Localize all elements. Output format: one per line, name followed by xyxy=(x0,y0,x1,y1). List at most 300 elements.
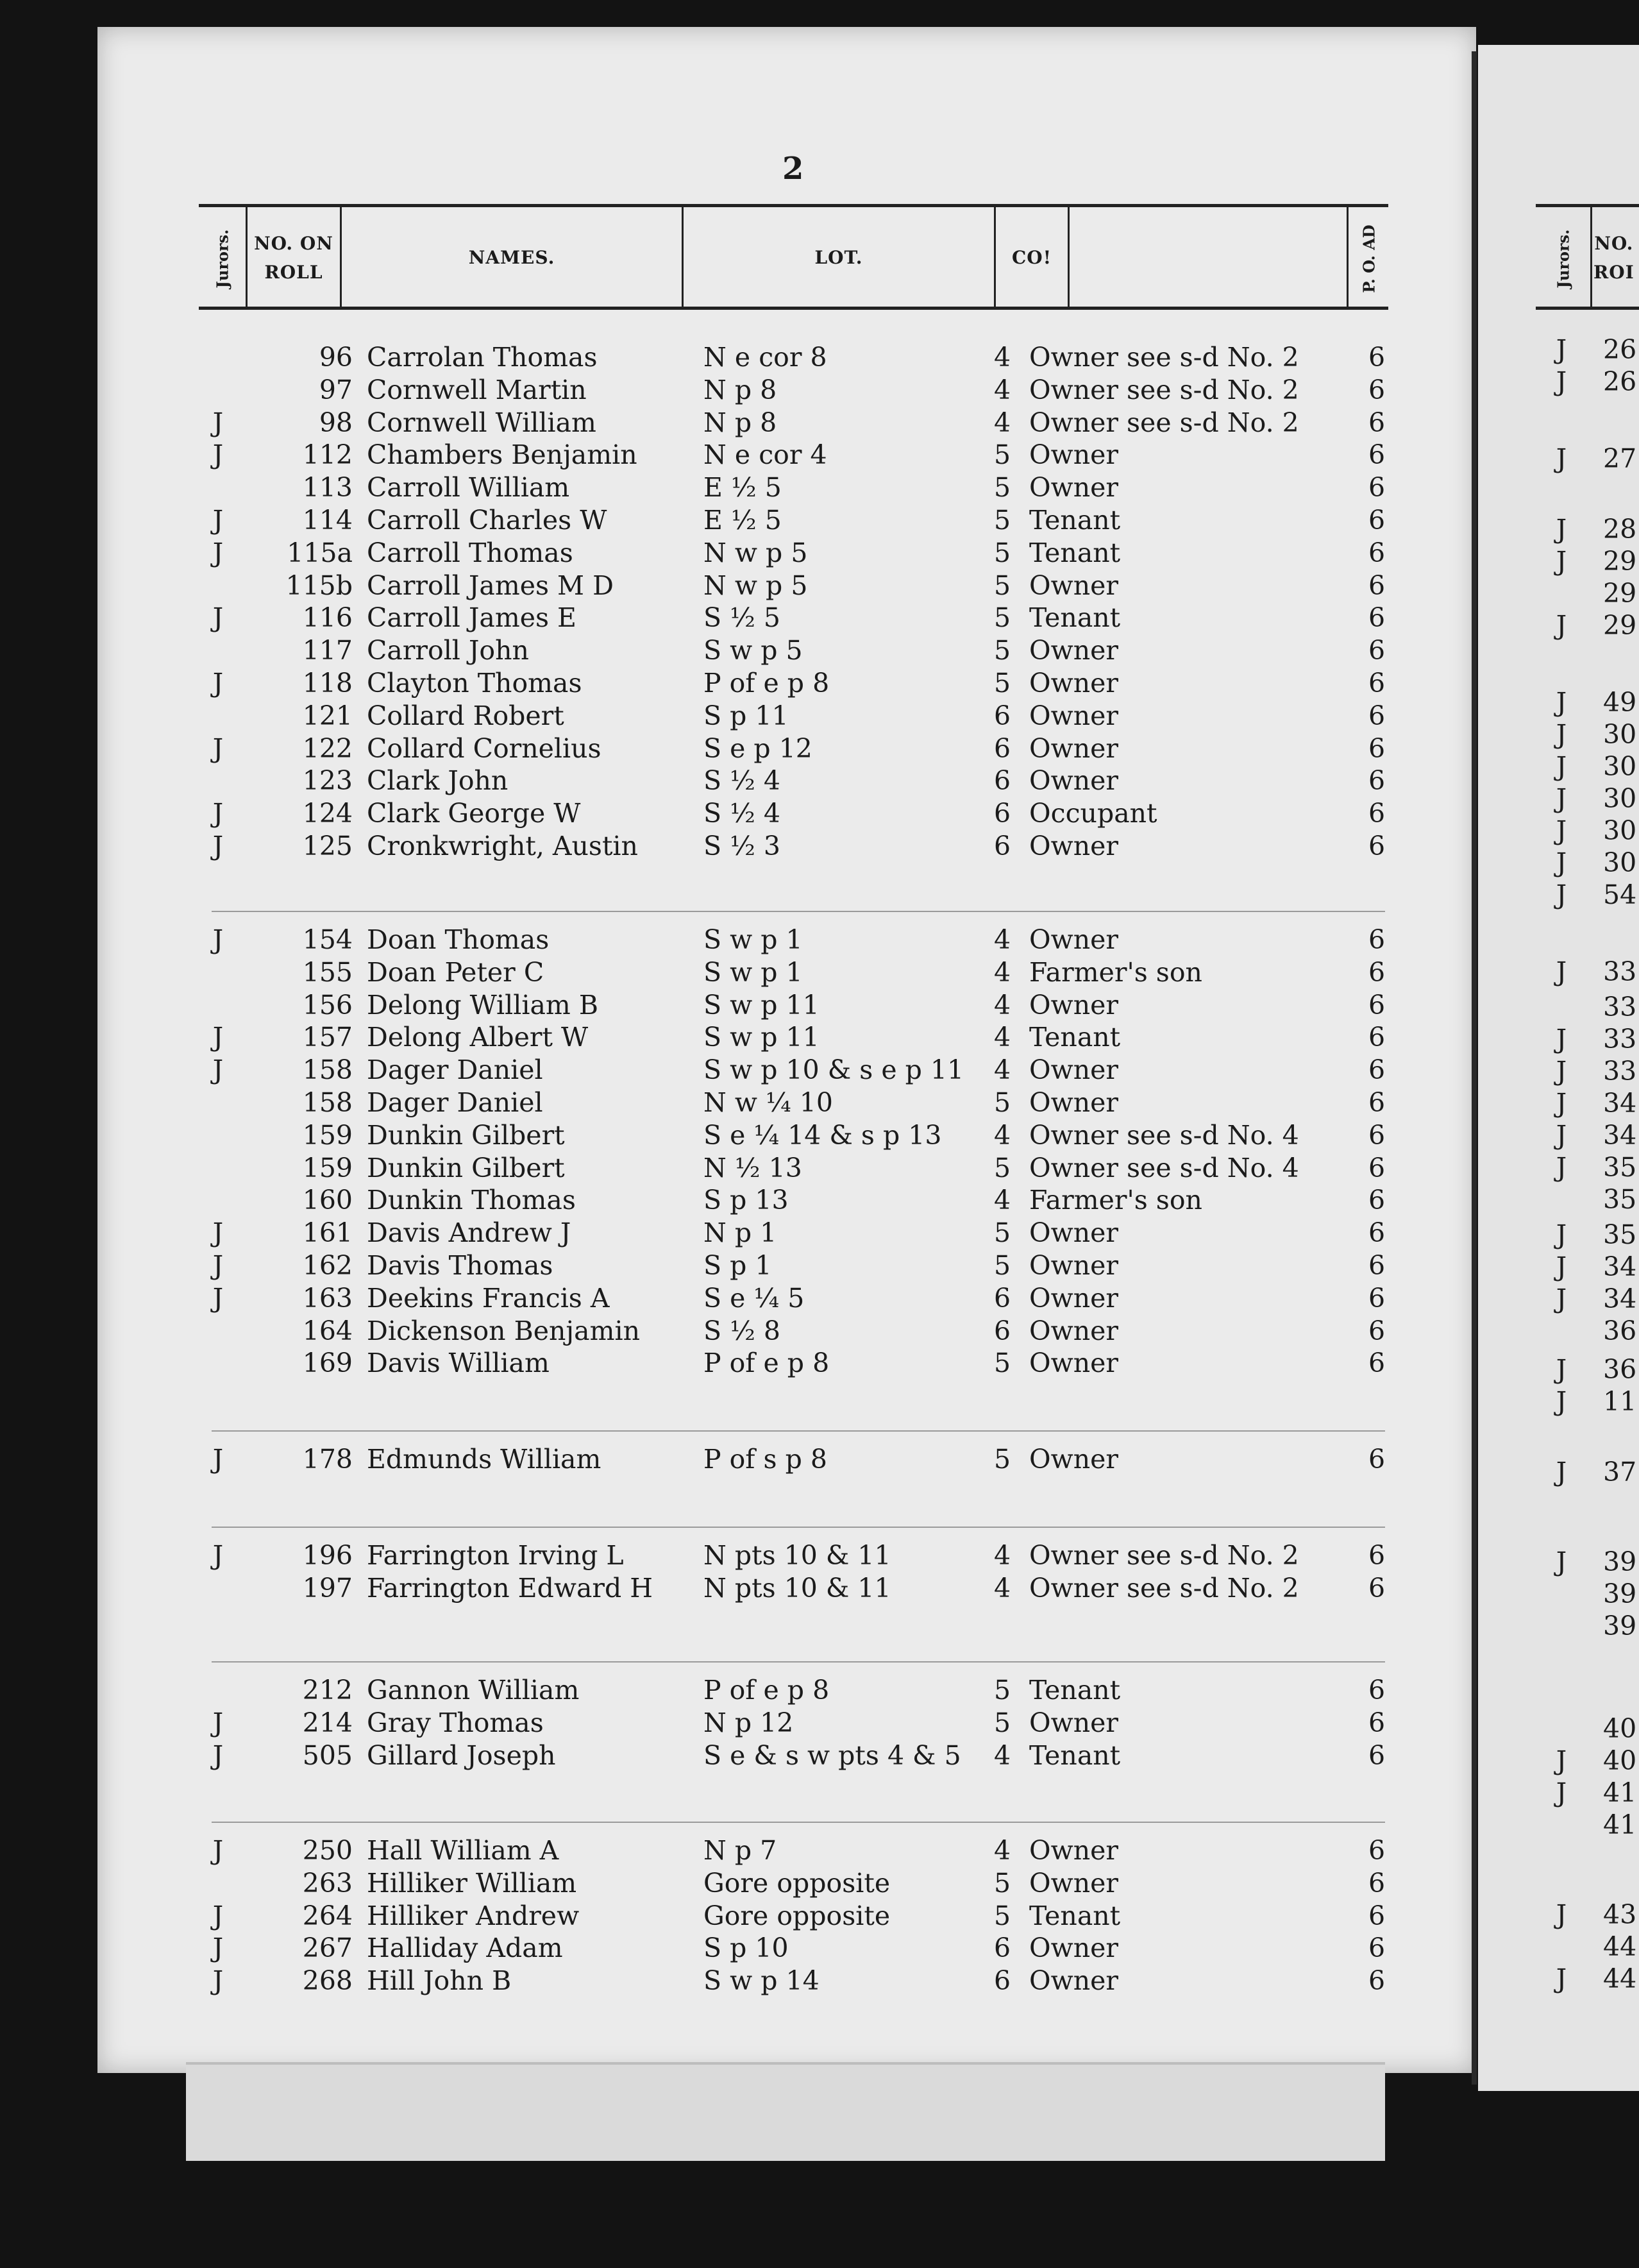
po-address: 6 xyxy=(1368,1572,1386,1604)
description: Owner xyxy=(1029,1444,1118,1475)
name: Clayton Thomas xyxy=(367,668,582,698)
roll-number: 116 xyxy=(302,602,353,634)
name: Cornwell Martin xyxy=(367,374,587,405)
po-address: 6 xyxy=(1368,1867,1386,1899)
roll-number: 113 xyxy=(302,472,353,504)
roll-number: 124 xyxy=(302,798,353,829)
juror-mark: J xyxy=(1556,1219,1567,1250)
roll-number: 33 xyxy=(1603,1024,1637,1054)
juror-mark: J xyxy=(212,1933,224,1964)
lot: P of s p 8 xyxy=(703,1444,827,1475)
description: Tenant xyxy=(1029,1022,1121,1053)
juror-mark: J xyxy=(1556,514,1567,545)
roll-number: 41 xyxy=(1603,1809,1637,1840)
roll-number: 26 xyxy=(1603,366,1637,397)
name: Davis Thomas xyxy=(367,1250,553,1281)
juror-mark: J xyxy=(212,668,224,698)
roll-number: 34 xyxy=(1603,1120,1637,1151)
roll-number: 154 xyxy=(302,924,353,955)
roll-number: 27 xyxy=(1603,443,1637,474)
juror-mark: J xyxy=(1556,334,1567,365)
section-divider xyxy=(212,1822,1385,1823)
roll-number: 43 xyxy=(1603,1899,1637,1930)
lot: E ½ 5 xyxy=(703,472,782,504)
juror-mark: J xyxy=(1556,1056,1567,1087)
po-address: 6 xyxy=(1368,602,1386,634)
roll-number: 115a xyxy=(287,537,353,568)
juror-mark: J xyxy=(212,407,224,438)
header-divider xyxy=(682,207,684,307)
roll-number: 35 xyxy=(1603,1184,1637,1215)
description: Owner xyxy=(1029,1867,1118,1899)
lot: N p 1 xyxy=(703,1217,777,1249)
po-address: 6 xyxy=(1368,1739,1386,1771)
roll-number: 34 xyxy=(1603,1088,1637,1119)
po-address: 6 xyxy=(1368,1250,1386,1281)
description: Owner xyxy=(1029,1933,1118,1964)
juror-mark: J xyxy=(212,732,224,764)
lot: S w p 10 & s e p 11 xyxy=(703,1054,964,1086)
concession: 6 xyxy=(993,1315,1011,1346)
lot: S w p 5 xyxy=(703,635,803,666)
concession: 5 xyxy=(993,570,1011,601)
po-address: 6 xyxy=(1368,668,1386,698)
juror-mark: J xyxy=(212,798,224,829)
name: Collard Robert xyxy=(367,700,564,731)
po-address: 6 xyxy=(1368,1933,1386,1964)
juror-mark: J xyxy=(1556,815,1567,846)
roll-number: 157 xyxy=(302,1022,353,1053)
name: Dunkin Thomas xyxy=(367,1185,576,1216)
juror-mark: J xyxy=(212,439,224,471)
concession: 5 xyxy=(993,1217,1011,1249)
po-address: 6 xyxy=(1368,505,1386,536)
name: Gillard Joseph xyxy=(367,1739,556,1771)
juror-mark: J xyxy=(1556,546,1567,577)
header-rule-top xyxy=(199,204,1388,207)
po-address: 6 xyxy=(1368,1282,1386,1314)
juror-mark: J xyxy=(1556,1120,1567,1151)
juror-mark: J xyxy=(212,1444,224,1475)
po-address: 6 xyxy=(1368,700,1386,731)
name: Cronkwright, Austin xyxy=(367,831,638,861)
description: Owner xyxy=(1029,765,1118,797)
juror-mark: J xyxy=(212,924,224,955)
page-bottom-edge xyxy=(186,2062,1385,2161)
description: Tenant xyxy=(1029,537,1121,568)
roll-number: 155 xyxy=(302,956,353,988)
lot: S w p 11 xyxy=(703,989,820,1020)
roll-number: 121 xyxy=(302,700,353,731)
concession: 4 xyxy=(993,342,1011,373)
roll-number: 163 xyxy=(302,1282,353,1314)
juror-mark: J xyxy=(212,1250,224,1281)
description: Owner xyxy=(1029,1054,1118,1086)
lot: N ½ 13 xyxy=(703,1152,802,1183)
juror-mark: J xyxy=(212,1965,224,1997)
section-divider xyxy=(212,911,1385,912)
po-address: 6 xyxy=(1368,1217,1386,1249)
lot: S w p 1 xyxy=(703,924,803,955)
section-divider xyxy=(212,1661,1385,1663)
lot: N pts 10 & 11 xyxy=(703,1572,891,1604)
page-number: 2 xyxy=(782,151,804,187)
roll-number: 268 xyxy=(302,1965,353,1997)
name: Dickenson Benjamin xyxy=(367,1315,640,1346)
roll-number: 97 xyxy=(319,374,353,405)
name: Hilliker Andrew xyxy=(367,1900,580,1931)
lot: N p 7 xyxy=(703,1835,777,1866)
juror-mark: J xyxy=(1556,443,1567,474)
roll-number: 98 xyxy=(319,407,353,438)
header-po-address: P. O. AD xyxy=(1359,224,1379,293)
po-address: 6 xyxy=(1368,1348,1386,1379)
roll-number: 29 xyxy=(1603,610,1637,641)
description: Owner xyxy=(1029,1282,1118,1314)
name: Carroll James E xyxy=(367,602,576,634)
juror-mark: J xyxy=(1556,1963,1567,1994)
name: Farrington Irving L xyxy=(367,1540,624,1571)
lot: P of e p 8 xyxy=(703,668,830,698)
name: Gannon William xyxy=(367,1675,580,1705)
name: Carroll William xyxy=(367,472,570,504)
lot: E ½ 5 xyxy=(703,505,782,536)
roll-number: 34 xyxy=(1603,1251,1637,1282)
description: Owner xyxy=(1029,1217,1118,1249)
concession: 5 xyxy=(993,505,1011,536)
description: Owner xyxy=(1029,570,1118,601)
concession: 4 xyxy=(993,1054,1011,1086)
concession: 5 xyxy=(993,635,1011,666)
po-address: 6 xyxy=(1368,1707,1386,1738)
header-rule-bottom xyxy=(199,307,1388,310)
name: Delong William B xyxy=(367,989,598,1020)
roll-number: 164 xyxy=(302,1315,353,1346)
description: Owner xyxy=(1029,700,1118,731)
roll-number: 96 xyxy=(319,342,353,373)
right-header-rule-bottom xyxy=(1536,307,1639,310)
juror-mark: J xyxy=(1556,1386,1567,1417)
lot: N p 12 xyxy=(703,1707,794,1738)
po-address: 6 xyxy=(1368,1900,1386,1931)
lot: S p 11 xyxy=(703,700,789,731)
concession: 4 xyxy=(993,1835,1011,1866)
juror-mark: J xyxy=(212,1707,224,1738)
description: Owner xyxy=(1029,1087,1118,1118)
description: Owner xyxy=(1029,668,1118,698)
roll-number: 37 xyxy=(1603,1457,1637,1487)
po-address: 6 xyxy=(1368,1315,1386,1346)
roll-number: 30 xyxy=(1603,719,1637,750)
roll-number: 178 xyxy=(302,1444,353,1475)
juror-mark: J xyxy=(1556,783,1567,814)
right-header-roll: NO. ROI xyxy=(1593,232,1635,283)
concession: 5 xyxy=(993,1900,1011,1931)
juror-mark: J xyxy=(1556,1088,1567,1119)
lot: S p 1 xyxy=(703,1250,772,1281)
roll-number: 29 xyxy=(1603,546,1637,577)
po-address: 6 xyxy=(1368,374,1386,405)
description: Owner see s-d No. 2 xyxy=(1029,374,1299,405)
roll-number: 117 xyxy=(302,635,353,666)
roll-number: 36 xyxy=(1603,1354,1637,1385)
juror-mark: J xyxy=(212,831,224,861)
concession: 4 xyxy=(993,1572,1011,1604)
roll-number: 41 xyxy=(1603,1777,1637,1808)
juror-mark: J xyxy=(212,1835,224,1866)
concession: 6 xyxy=(993,765,1011,797)
roll-number: 39 xyxy=(1603,1546,1637,1577)
lot: N w ¼ 10 xyxy=(703,1087,833,1118)
name: Hilliker William xyxy=(367,1867,577,1899)
po-address: 6 xyxy=(1368,1675,1386,1705)
concession: 4 xyxy=(993,989,1011,1020)
lot: S w p 1 xyxy=(703,956,803,988)
roll-number: 158 xyxy=(302,1054,353,1086)
concession: 5 xyxy=(993,1867,1011,1899)
juror-mark: J xyxy=(1556,1457,1567,1487)
name: Doan Thomas xyxy=(367,924,550,955)
description: Owner xyxy=(1029,439,1118,471)
po-address: 6 xyxy=(1368,1965,1386,1997)
concession: 4 xyxy=(993,956,1011,988)
concession: 5 xyxy=(993,668,1011,698)
roll-number: 11 xyxy=(1603,1386,1637,1417)
name: Carroll Charles W xyxy=(367,505,607,536)
concession: 5 xyxy=(993,472,1011,504)
concession: 6 xyxy=(993,831,1011,861)
roll-number: 162 xyxy=(302,1250,353,1281)
roll-number: 40 xyxy=(1603,1745,1637,1776)
lot: S e ¼ 14 & s p 13 xyxy=(703,1119,942,1151)
header-roll: NO. ON ROLL xyxy=(254,232,333,283)
roll-number: 161 xyxy=(302,1217,353,1249)
name: Carrolan Thomas xyxy=(367,342,598,373)
name: Dager Daniel xyxy=(367,1054,543,1086)
roll-number: 30 xyxy=(1603,815,1637,846)
description: Owner see s-d No. 2 xyxy=(1029,342,1299,373)
juror-mark: J xyxy=(1556,956,1567,987)
concession: 4 xyxy=(993,1119,1011,1151)
juror-mark: J xyxy=(1556,847,1567,878)
juror-mark: J xyxy=(212,505,224,536)
lot: N p 8 xyxy=(703,407,777,438)
name: Davis William xyxy=(367,1348,550,1379)
lot: S e & s w pts 4 & 5 xyxy=(703,1739,961,1771)
lot: S p 10 xyxy=(703,1933,789,1964)
roll-number: 36 xyxy=(1603,1316,1637,1346)
roll-number: 158 xyxy=(302,1087,353,1118)
po-address: 6 xyxy=(1368,1054,1386,1086)
header-divider xyxy=(1347,207,1349,307)
juror-mark: J xyxy=(1556,1024,1567,1054)
lot: N e cor 8 xyxy=(703,342,827,373)
po-address: 6 xyxy=(1368,1444,1386,1475)
section-divider xyxy=(212,1430,1385,1432)
roll-number: 40 xyxy=(1603,1713,1637,1744)
right-header-jurors: Jurors. xyxy=(1554,229,1572,288)
name: Dager Daniel xyxy=(367,1087,543,1118)
juror-mark: J xyxy=(1556,1152,1567,1183)
concession: 5 xyxy=(993,537,1011,568)
concession: 6 xyxy=(993,798,1011,829)
name: Delong Albert W xyxy=(367,1022,589,1053)
juror-mark: J xyxy=(1556,366,1567,397)
roll-number: 30 xyxy=(1603,847,1637,878)
header-con: CO! xyxy=(1012,247,1052,269)
lot: S w p 14 xyxy=(703,1965,820,1997)
roll-number: 44 xyxy=(1603,1931,1637,1962)
lot: N pts 10 & 11 xyxy=(703,1540,891,1571)
concession: 6 xyxy=(993,1933,1011,1964)
concession: 5 xyxy=(993,1250,1011,1281)
name: Dunkin Gilbert xyxy=(367,1152,565,1183)
header-divider xyxy=(246,207,248,307)
description: Owner xyxy=(1029,1250,1118,1281)
roll-number: 115b xyxy=(285,570,353,601)
po-address: 6 xyxy=(1368,570,1386,601)
roll-number: 159 xyxy=(302,1119,353,1151)
juror-mark: J xyxy=(1556,1777,1567,1808)
name: Edmunds William xyxy=(367,1444,601,1475)
roll-number: 112 xyxy=(302,439,353,471)
roll-number: 30 xyxy=(1603,783,1637,814)
roll-number: 35 xyxy=(1603,1152,1637,1183)
concession: 4 xyxy=(993,1739,1011,1771)
roll-number: 267 xyxy=(302,1933,353,1964)
description: Owner xyxy=(1029,1348,1118,1379)
lot: S ½ 5 xyxy=(703,602,780,634)
roll-number: 26 xyxy=(1603,334,1637,365)
name: Clark John xyxy=(367,765,509,797)
description: Owner xyxy=(1029,732,1118,764)
po-address: 6 xyxy=(1368,1835,1386,1866)
concession: 4 xyxy=(993,1022,1011,1053)
juror-mark: J xyxy=(1556,1546,1567,1577)
lot: P of e p 8 xyxy=(703,1675,830,1705)
roll-number: 264 xyxy=(302,1900,353,1931)
po-address: 6 xyxy=(1368,472,1386,504)
roll-number: 114 xyxy=(302,505,353,536)
description: Owner xyxy=(1029,989,1118,1020)
concession: 4 xyxy=(993,407,1011,438)
page-fold xyxy=(1472,51,1477,2085)
lot: S e ¼ 5 xyxy=(703,1282,805,1314)
lot: P of e p 8 xyxy=(703,1348,830,1379)
lot: S w p 11 xyxy=(703,1022,820,1053)
description: Tenant xyxy=(1029,1675,1121,1705)
lot: Gore opposite xyxy=(703,1900,891,1931)
lot: N e cor 4 xyxy=(703,439,827,471)
roll-number: 35 xyxy=(1603,1219,1637,1250)
roll-number: 214 xyxy=(302,1707,353,1738)
lot: N p 8 xyxy=(703,374,777,405)
concession: 5 xyxy=(993,1444,1011,1475)
name: Carroll James M D xyxy=(367,570,614,601)
name: Farrington Edward H xyxy=(367,1572,653,1604)
po-address: 6 xyxy=(1368,732,1386,764)
concession: 6 xyxy=(993,700,1011,731)
roll-number: 122 xyxy=(302,732,353,764)
roll-number: 44 xyxy=(1603,1963,1637,1994)
roll-number: 39 xyxy=(1603,1578,1637,1609)
section-divider xyxy=(212,1527,1385,1528)
description: Owner see s-d No. 2 xyxy=(1029,1540,1299,1571)
name: Chambers Benjamin xyxy=(367,439,637,471)
roll-number: 160 xyxy=(302,1185,353,1216)
juror-mark: J xyxy=(212,1900,224,1931)
po-address: 6 xyxy=(1368,831,1386,861)
po-address: 6 xyxy=(1368,956,1386,988)
roll-number: 33 xyxy=(1603,992,1637,1022)
juror-mark: J xyxy=(212,1022,224,1053)
name: Dunkin Gilbert xyxy=(367,1119,565,1151)
name: Davis Andrew J xyxy=(367,1217,571,1249)
name: Halliday Adam xyxy=(367,1933,563,1964)
roll-number: 197 xyxy=(302,1572,353,1604)
roll-number: 156 xyxy=(302,989,353,1020)
juror-mark: J xyxy=(1556,1354,1567,1385)
header-names: NAMES. xyxy=(468,247,555,269)
roll-number: 263 xyxy=(302,1867,353,1899)
po-address: 6 xyxy=(1368,1540,1386,1571)
description: Farmer's son xyxy=(1029,1185,1202,1216)
description: Owner xyxy=(1029,831,1118,861)
concession: 5 xyxy=(993,439,1011,471)
po-address: 6 xyxy=(1368,1152,1386,1183)
juror-mark: J xyxy=(212,1054,224,1086)
header-divider xyxy=(1068,207,1070,307)
roll-number: 125 xyxy=(302,831,353,861)
description: Owner xyxy=(1029,1315,1118,1346)
juror-mark: J xyxy=(1556,879,1567,910)
description: Owner see s-d No. 4 xyxy=(1029,1152,1299,1183)
roll-number: 118 xyxy=(302,668,353,698)
concession: 4 xyxy=(993,924,1011,955)
name: Collard Cornelius xyxy=(367,732,601,764)
concession: 5 xyxy=(993,602,1011,634)
roll-number: 28 xyxy=(1603,514,1637,545)
header-divider xyxy=(340,207,342,307)
description: Owner see s-d No. 2 xyxy=(1029,407,1299,438)
juror-mark: J xyxy=(1556,1283,1567,1314)
juror-mark: J xyxy=(212,537,224,568)
description: Owner xyxy=(1029,1835,1118,1866)
header-divider xyxy=(994,207,996,307)
roll-number: 39 xyxy=(1603,1611,1637,1641)
concession: 5 xyxy=(993,1152,1011,1183)
juror-mark: J xyxy=(1556,1251,1567,1282)
roll-number: 54 xyxy=(1603,879,1637,910)
juror-mark: J xyxy=(1556,687,1567,718)
po-address: 6 xyxy=(1368,342,1386,373)
name: Cornwell William xyxy=(367,407,596,438)
lot: N w p 5 xyxy=(703,570,808,601)
right-header-divider xyxy=(1590,207,1592,307)
lot: S e p 12 xyxy=(703,732,812,764)
description: Occupant xyxy=(1029,798,1157,829)
lot: S ½ 4 xyxy=(703,765,780,797)
description: Tenant xyxy=(1029,602,1121,634)
po-address: 6 xyxy=(1368,924,1386,955)
description: Tenant xyxy=(1029,505,1121,536)
lot: S ½ 4 xyxy=(703,798,780,829)
description: Owner see s-d No. 4 xyxy=(1029,1119,1299,1151)
juror-mark: J xyxy=(212,1217,224,1249)
po-address: 6 xyxy=(1368,635,1386,666)
juror-mark: J xyxy=(1556,610,1567,641)
po-address: 6 xyxy=(1368,537,1386,568)
